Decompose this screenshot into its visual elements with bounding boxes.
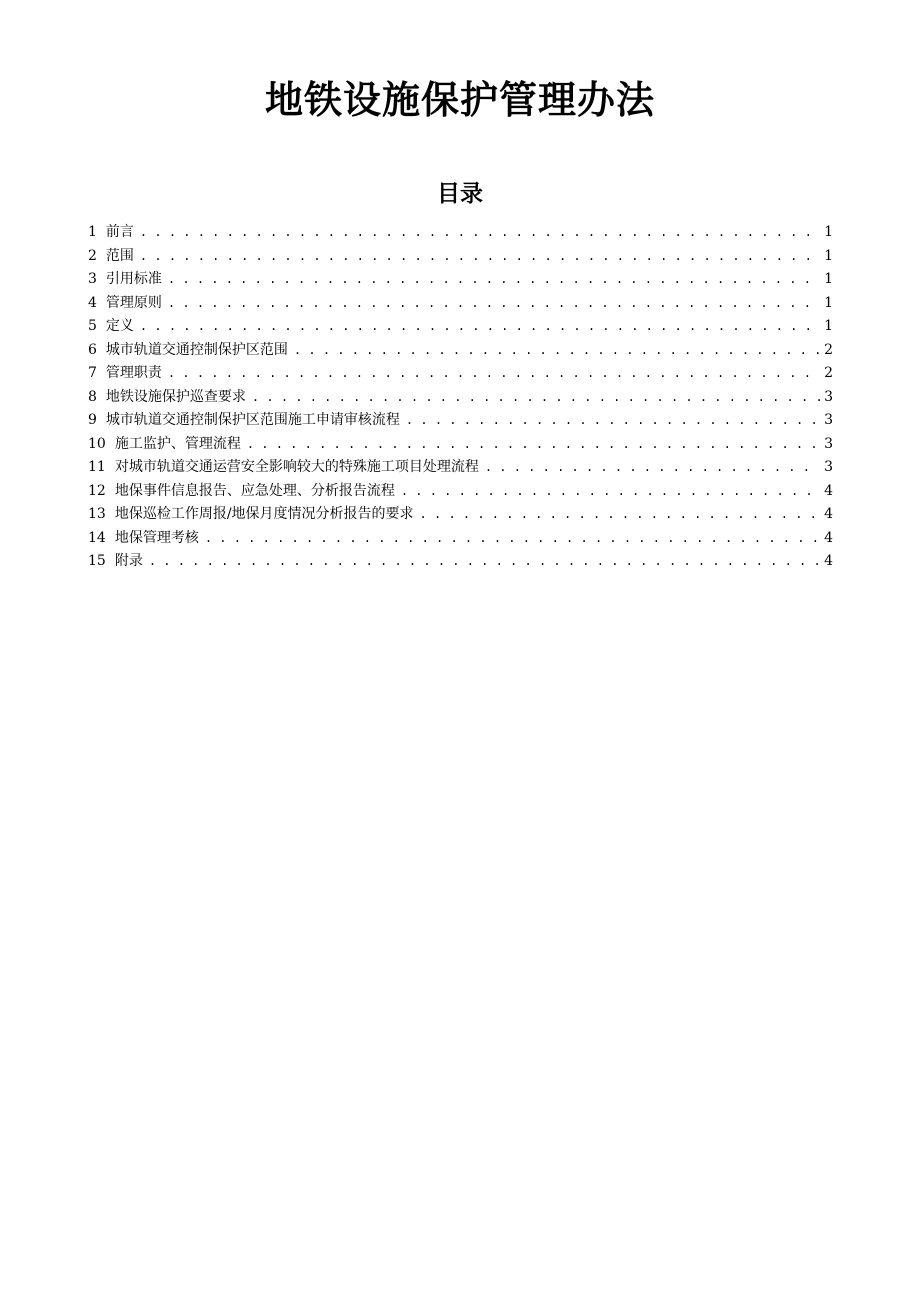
toc-entry[interactable] [88, 362, 833, 386]
toc-entry-title: 前言 [105, 224, 134, 240]
toc-dot-leader [140, 221, 820, 245]
toc-entry-title: 管理原则 [105, 294, 162, 311]
toc-entry[interactable] [88, 221, 833, 245]
toc-entry-page-number: 4 [824, 482, 833, 499]
toc-entry[interactable] [88, 456, 833, 480]
toc-entry-title: 引用标准 [105, 271, 162, 287]
toc-entry-title: 地保事件信息报告、应急处理、分析报告流程 [114, 482, 395, 499]
toc-dot-leader [205, 527, 820, 551]
toc-dot-leader [485, 456, 820, 480]
toc-entry-title: 管理职责 [105, 365, 162, 381]
toc-entry[interactable] [88, 245, 833, 269]
toc-entry[interactable] [88, 315, 833, 339]
toc-entry[interactable] [88, 339, 833, 363]
toc-entry-title: 城市轨道交通控制保护区范围 [105, 341, 288, 358]
toc-dot-leader [140, 315, 820, 339]
table-of-contents [88, 221, 833, 574]
toc-entry-number: 14 [88, 529, 106, 546]
toc-entry-title: 范围 [105, 247, 134, 264]
toc-entry-title: 地铁设施保护巡查要求 [105, 388, 246, 405]
toc-entry-page-number: 3 [824, 459, 833, 475]
toc-entry-number: 11 [88, 459, 106, 475]
toc-dot-leader [420, 503, 821, 527]
toc-entry-number: 10 [88, 435, 106, 452]
toc-entry-number: 15 [88, 553, 106, 569]
toc-dot-leader [168, 362, 820, 386]
toc-entry-number: 1 [88, 224, 97, 240]
toc-entry[interactable] [88, 386, 833, 410]
toc-entry-title: 地保巡检工作周报/地保月度情况分析报告的要求 [114, 506, 414, 522]
toc-entry-page-number: 3 [824, 412, 833, 428]
toc-heading: 目录 [437, 181, 483, 207]
toc-entry[interactable] [88, 480, 833, 504]
toc-entry[interactable] [88, 433, 833, 457]
toc-entry-page-number: 3 [824, 388, 833, 405]
toc-entry-page-number: 3 [824, 435, 833, 452]
toc-dot-leader [140, 245, 820, 269]
toc-entry-page-number: 1 [824, 224, 833, 240]
document-title: 地铁设施保护管理办法 [264, 78, 655, 122]
toc-dot-leader [406, 409, 820, 433]
toc-entry-title: 施工监护、管理流程 [114, 435, 241, 452]
toc-entry-number: 8 [88, 388, 97, 405]
toc-dot-leader [168, 292, 820, 316]
toc-entry-title: 附录 [114, 553, 143, 569]
toc-entry-page-number: 1 [824, 271, 833, 287]
toc-entry-number: 5 [88, 318, 97, 334]
toc-entry-number: 3 [88, 271, 97, 287]
toc-entry[interactable] [88, 527, 833, 551]
toc-entry-page-number: 1 [824, 247, 833, 264]
toc-dot-leader [149, 550, 820, 574]
toc-entry-page-number: 4 [824, 529, 833, 546]
toc-entry-title: 城市轨道交通控制保护区范围施工申请审核流程 [105, 412, 400, 428]
toc-entry-title: 地保管理考核 [114, 529, 199, 546]
toc-entry[interactable] [88, 550, 833, 574]
toc-entry-title: 定义 [105, 318, 134, 334]
toc-entry[interactable] [88, 268, 833, 292]
toc-entry[interactable] [88, 503, 833, 527]
toc-entry-title: 对城市轨道交通运营安全影响较大的特殊施工项目处理流程 [114, 459, 479, 475]
toc-entry-number: 12 [88, 482, 106, 499]
toc-entry-number: 9 [88, 412, 97, 428]
toc-entry-number: 4 [88, 294, 97, 311]
toc-entry[interactable] [88, 292, 833, 316]
toc-entry-page-number: 4 [824, 506, 833, 522]
toc-entry-page-number: 2 [824, 341, 833, 358]
toc-entry-page-number: 2 [824, 365, 833, 381]
toc-entry-number: 7 [88, 365, 97, 381]
toc-entry-page-number: 4 [824, 553, 833, 569]
toc-dot-leader [294, 339, 820, 363]
toc-entry-page-number: 1 [824, 294, 833, 311]
toc-dot-leader [168, 268, 820, 292]
toc-entry-number: 2 [88, 247, 97, 264]
toc-dot-leader [247, 433, 820, 457]
toc-entry-page-number: 1 [824, 318, 833, 334]
toc-entry[interactable] [88, 409, 833, 433]
toc-dot-leader [252, 386, 820, 410]
toc-entry-number: 13 [88, 506, 106, 522]
toc-entry-number: 6 [88, 341, 97, 358]
toc-dot-leader [401, 480, 820, 504]
